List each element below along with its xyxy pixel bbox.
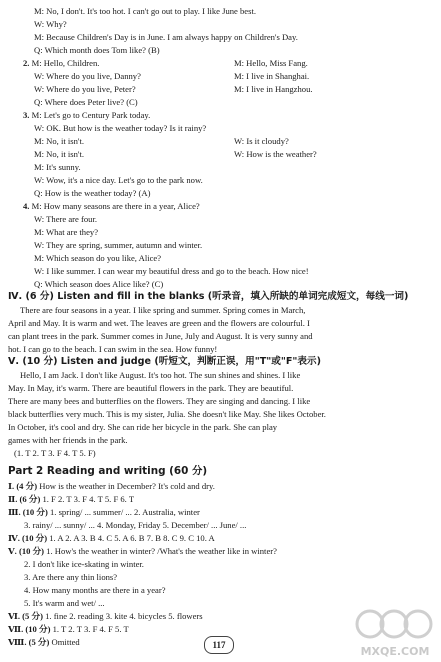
- text-line: 4. How many months are there in a year?: [24, 585, 166, 595]
- text-line: 5. It's warm and wet/ ...: [24, 598, 105, 608]
- text-line: 3. Are there any thin lions?: [24, 572, 118, 582]
- text-line: 2. M: Hello, Children.: [23, 58, 100, 68]
- text-line: Hello, I am Jack. I don't like August. It's too hot. The sun shines and shines. I like: [20, 370, 301, 380]
- text-line: M: What are they?: [34, 227, 99, 237]
- text-line: W: Wow, it's a nice day. Let's go to the park now.: [34, 175, 203, 185]
- text-line: Ⅳ. (10 分) 1. A 2. A 3. B 4. C 5. A 6. B 7. B 8. C 9. C 10. A: [8, 533, 215, 543]
- text-line: M: Because Children's Day is in June. I am always happy on Children's Day.: [34, 32, 298, 42]
- watermark-text: MXQE.COM: [360, 645, 430, 658]
- text-line: Ⅴ. (10 分) Listen and judge (听短文，判断正误，用"T"或"F"表示): [8, 356, 321, 367]
- text-line: Ⅶ. (10 分) 1. T 2. T 3. F 4. F 5. T: [8, 624, 129, 634]
- text-line: W: Is it cloudy?: [234, 136, 289, 146]
- text-line: M: No, I don't. It's too hot. I can't go out to play. I like June best.: [34, 6, 257, 16]
- text-line: black butterflies very much. This is my sister, Julia. She doesn't like May. She likes October.: [8, 409, 326, 419]
- text-line: April and May. It is warm and wet. The leaves are green and the flowers are colourful. I: [8, 318, 310, 328]
- text-line: can plant trees in the park. Summer comes in June, July and August. It is very sunny and: [8, 331, 313, 341]
- text-line: 2. I don't like ice-skating in winter.: [24, 559, 144, 569]
- text-line: 3. M: Let's go to Century Park today.: [23, 110, 151, 120]
- text-line: W: Why?: [34, 19, 67, 29]
- text-line: In October, it's cool and dry. She can ride her bicycle in the park. She can play: [8, 422, 278, 432]
- watermark-logo: [352, 606, 438, 660]
- text-line: Q: Which season does Alice like? (C): [34, 279, 164, 289]
- text-line: Ⅴ. (10 分) 1. How's the weather in winter? /What's the weather like in winter?: [8, 546, 277, 556]
- text-line: hot. I can go to the beach. I can swim in the sea. How funny!: [8, 344, 218, 354]
- text-line: M: No, it isn't.: [34, 149, 85, 159]
- text-line: Q: Where does Peter live? (C): [34, 97, 138, 107]
- text-line: W: How is the weather?: [234, 149, 317, 159]
- text-line: W: There are four.: [34, 214, 97, 224]
- text-line: There are four seasons in a year. I like spring and summer. Spring comes in March,: [20, 305, 306, 315]
- text-line: W: OK. But how is the weather today? Is it rainy?: [34, 123, 207, 133]
- text-line: 4. M: How many seasons are there in a year, Alice?: [23, 201, 200, 211]
- text-line: (1. T 2. T 3. F 4. T 5. F): [14, 448, 96, 458]
- text-line: M: Which season do you like, Alice?: [34, 253, 162, 263]
- text-line: There are many bees and butterflies on the flowers. They are singing and dancing. I like: [8, 396, 311, 406]
- text-line: Ⅱ. (6 分) 1. F 2. T 3. F 4. T 5. F 6. T: [8, 494, 135, 504]
- text-line: Q: How is the weather today? (A): [34, 188, 151, 198]
- text-line: M: I live in Shanghai.: [234, 71, 310, 81]
- text-line: Ⅵ. (5 分) 1. fine 2. reading 3. kite 4. bicycles 5. flowers: [8, 611, 203, 621]
- text-line: 3. rainy/ ... sunny/ ... 4. Monday, Friday 5. December/ ... June/ ...: [24, 520, 247, 530]
- text-line: Part 2 Reading and writing (60 分): [8, 465, 208, 477]
- text-line: games with her friends in the park.: [8, 435, 128, 445]
- text-line: M: It's sunny.: [34, 162, 81, 172]
- text-line: May. In May, it's warm. There are beautiful flowers in the park. They are beautiful.: [8, 383, 294, 393]
- text-line: Ⅷ. (5 分) Omitted: [8, 637, 80, 647]
- text-line: Ⅳ. (6 分) Listen and fill in the blanks (听录音，填入所缺的单词完成短文，每线一词): [8, 291, 409, 302]
- text-line: M: No, it isn't.: [34, 136, 85, 146]
- text-line: W: Where do you live, Peter?: [34, 84, 136, 94]
- text-line: W: They are spring, summer, autumn and winter.: [34, 240, 203, 250]
- text-line: Ⅲ. (10 分) 1. spring/ ... summer/ ... 2. Australia, winter: [8, 507, 200, 517]
- text-line: M: Hello, Miss Fang.: [234, 58, 308, 68]
- page-number: 117: [204, 636, 234, 654]
- text-line: W: I like summer. I can wear my beautiful dress and go to the beach. How nice!: [34, 266, 309, 276]
- text-line: W: Where do you live, Danny?: [34, 71, 141, 81]
- text-line: Q: Which month does Tom like? (B): [34, 45, 160, 55]
- text-line: M: I live in Hangzhou.: [234, 84, 313, 94]
- text-line: Ⅰ. (4 分) How is the weather in December? It's cold and dry.: [8, 481, 215, 491]
